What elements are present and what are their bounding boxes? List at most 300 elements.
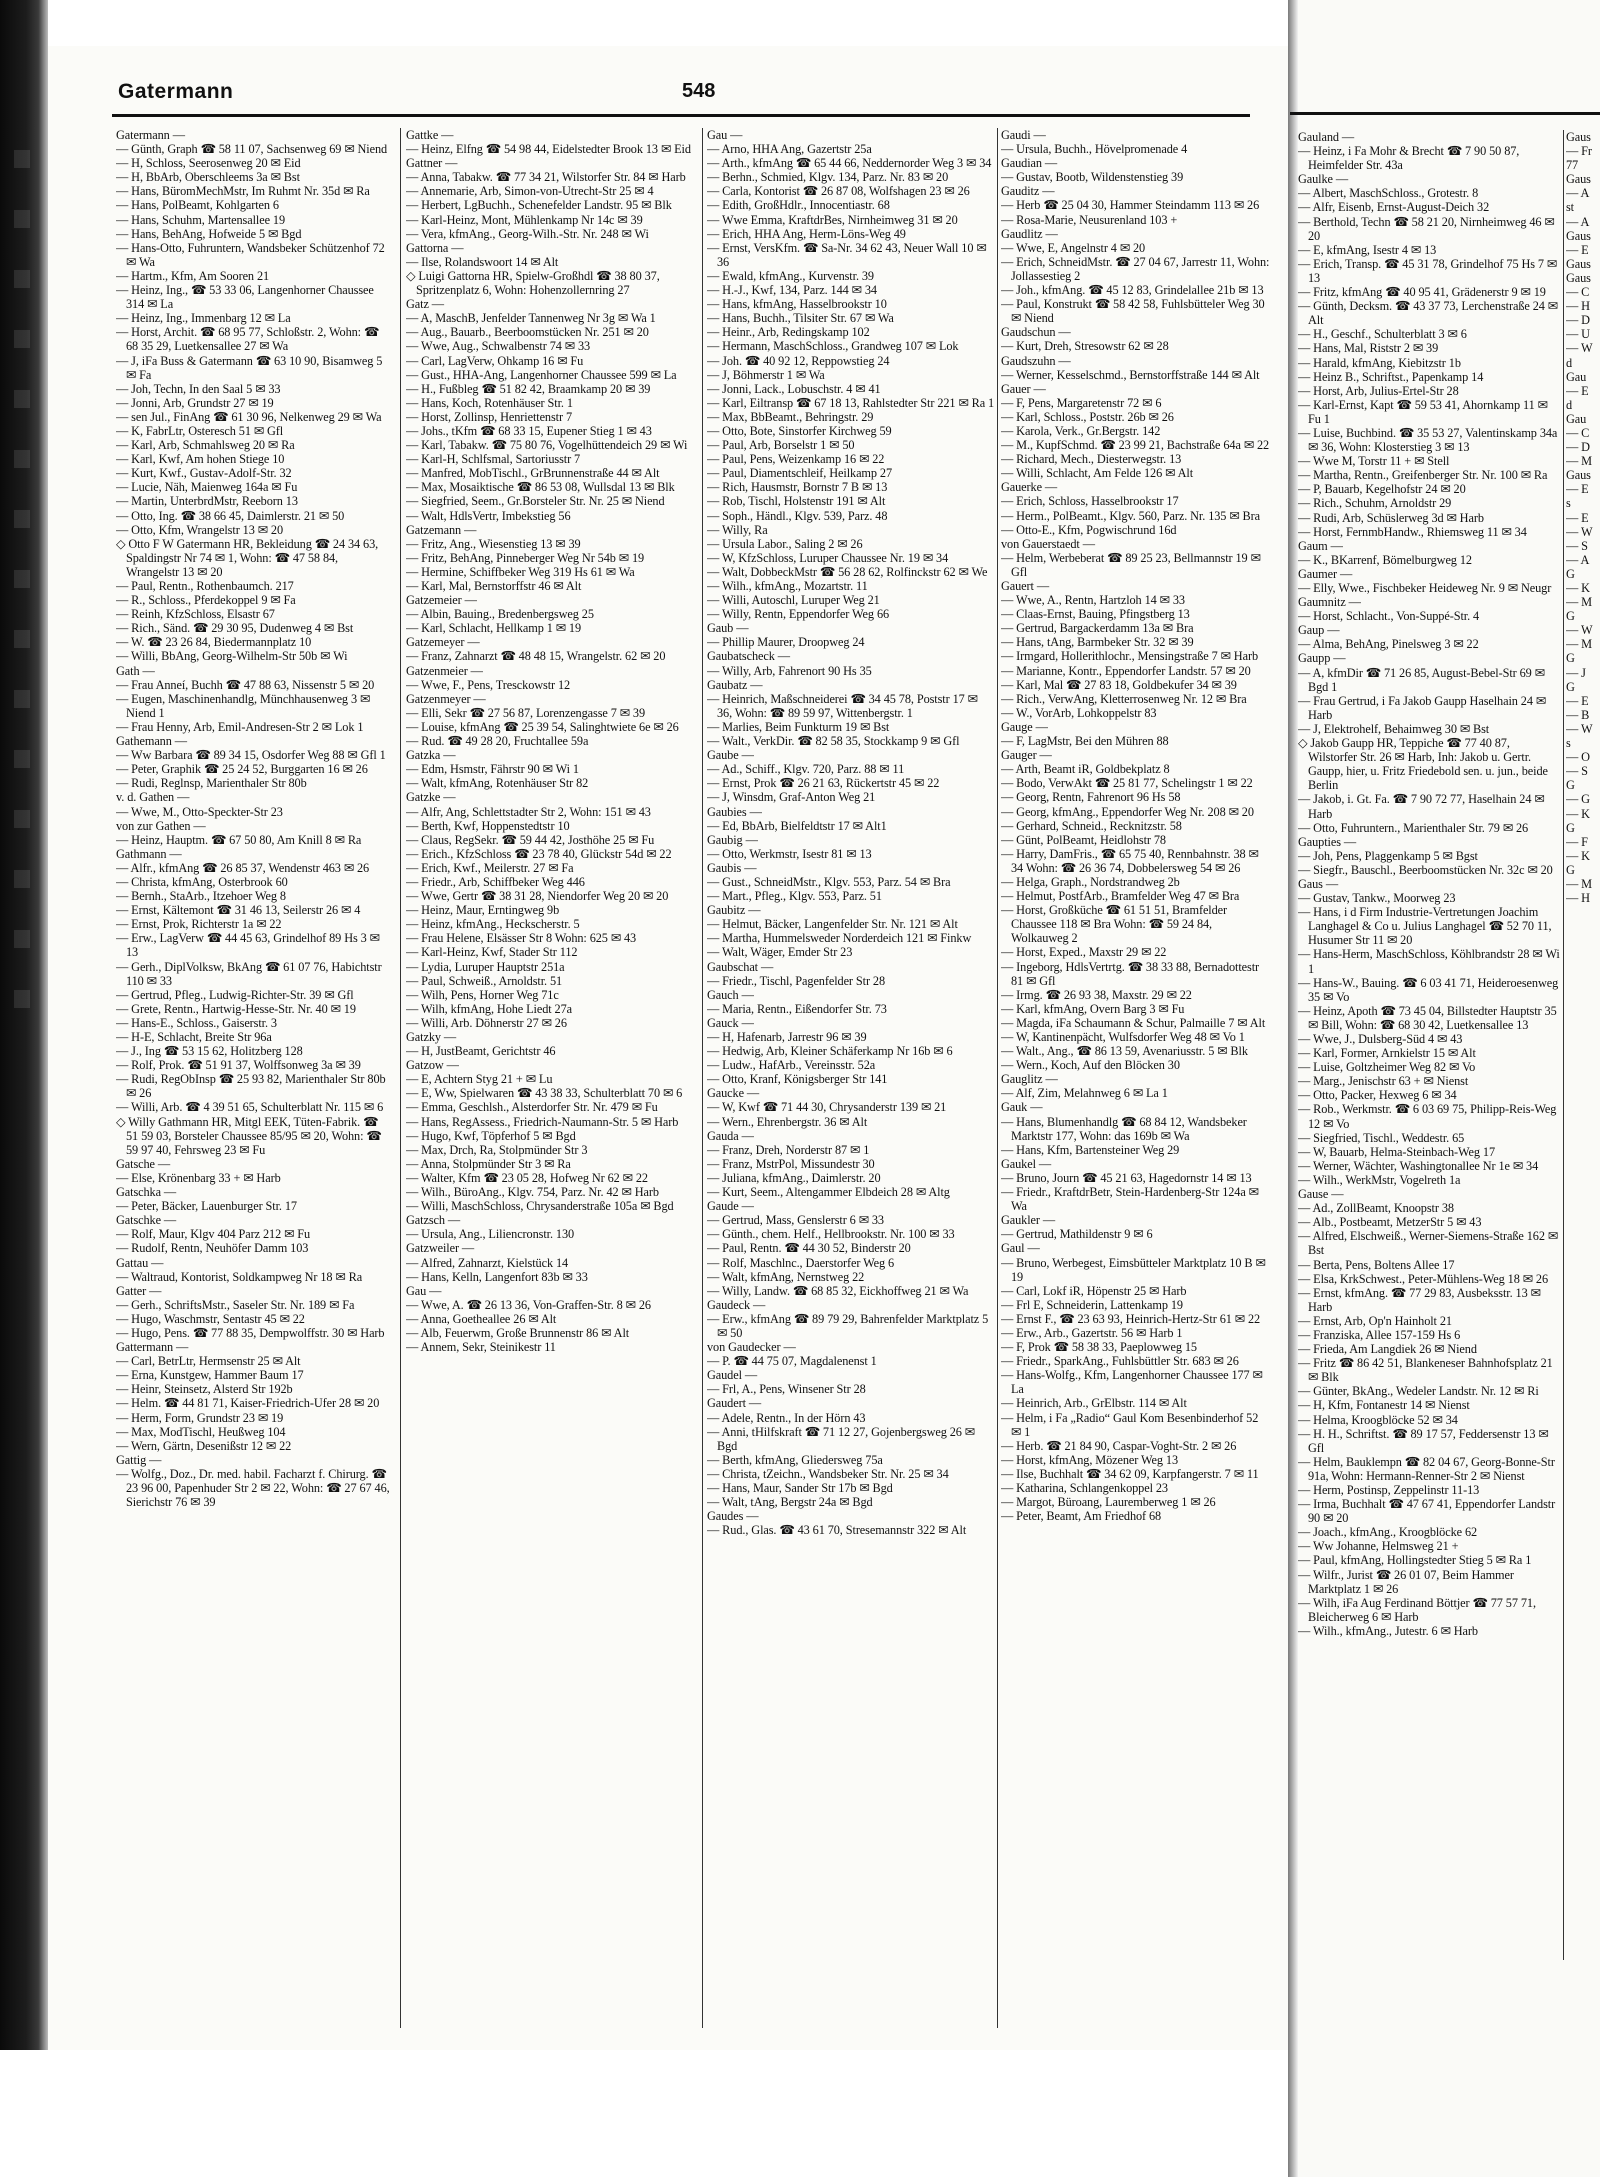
directory-entry: — A, MaschB, Jenfelder Tannenweg Nr 3g ✉ Wa 1 <box>406 311 656 326</box>
directory-entry: — Kurt, Seem., Altengammer Elbdeich 28 ✉ Altg <box>707 1185 950 1200</box>
directory-entry: — Wwe, A., Rentn, Hartzloh 14 ✉ 33 <box>1001 593 1185 608</box>
directory-entry: — Karl, Mal ☎ 27 83 18, Goldbekufer 34 ✉ 39 <box>1001 677 1237 692</box>
directory-entry: — Helm, Bauklempn ☎ 82 04 67, Georg-Bonne-Str 91a, Wohn: Hermann-Renner-Str 2 ✉ Nienst <box>1298 1454 1555 1483</box>
directory-entry: — Joh. ☎ 40 92 12, Reppowstieg 24 <box>707 353 890 368</box>
directory-entry: — Erich, SchneidMstr. ☎ 27 04 67, Jarrestr 11, Wohn: Jollassestieg 2 <box>1001 254 1270 283</box>
directory-entry: — Willy, Rentn, Eppendorfer Weg 66 <box>707 607 890 622</box>
directory-entry: — sen Jul., FinAng ☎ 61 30 96, Nelkenweg 29 ✉ Wa <box>116 409 382 424</box>
surname-heading: Gauglitz — <box>1001 1072 1058 1087</box>
directory-entry: — Rosa-Marie, Neusurenland 103 + <box>1001 212 1178 227</box>
surname-heading: Gatschka — <box>116 1185 177 1200</box>
directory-entry: — Wolfg., Doz., Dr. med. habil. Facharzt f. Chirurg. ☎ 23 96 00, Papenhuder Str 2 ✉ 22, Wohn: ☎ 27 67 46, Sierichstr 76 ✉ 39 <box>116 1466 390 1510</box>
directory-entry: — Franz, Zahnarzt ☎ 48 48 15, Wrangelstr. 62 ✉ 20 <box>406 649 666 664</box>
directory-entry: — Hans, i d Firm Industrie-Vertretungen Joachim Langhagel & Co u. Julius Langhagel ☎ 52 70 11, Husumer Str 11 ✉ 20 <box>1298 905 1552 948</box>
directory-entry: — Heinz, Maur, Erntingweg 9b <box>406 903 560 918</box>
directory-entry: — Erich, HHA Ang, Herm-Löns-Weg 49 <box>707 226 906 241</box>
directory-entry: — Alfr, Eisenb, Ernst-August-Deich 32 <box>1298 200 1490 215</box>
directory-entry: — Frau Henny, Arb, Emil-Andresen-Str 2 ✉ Lok 1 <box>116 719 364 734</box>
directory-entry: — Otto, Werkmstr, Isestr 81 ✉ 13 <box>707 846 872 861</box>
directory-entry: — Hans, Schuhm, Martensallee 19 <box>116 212 286 227</box>
directory-entry: — Grete, Rentn., Hartwig-Hesse-Str. Nr. 40 ✉ 19 <box>116 1001 356 1016</box>
surname-heading: Gaudeck — <box>707 1297 766 1312</box>
directory-entry: — U <box>1566 327 1590 342</box>
directory-entry: — Marlies, Beim Funkturm 19 ✉ Bst <box>707 719 890 734</box>
directory-entry: — Wwe, Gertr ☎ 38 31 28, Niendorfer Weg 20 ✉ 20 <box>406 889 669 904</box>
directory-entry: — A <box>1566 552 1590 567</box>
directory-entry: — G <box>1566 792 1590 807</box>
directory-entry: — Ernst, kfmAng. ☎ 77 29 83, Ausbeksstr. 13 ✉ Harb <box>1298 1285 1541 1314</box>
directory-entry: ◇ Luigi Gattorna HR, Spielw-Großhdl ☎ 38 80 37, Spritzenplatz 6, Wohn: Hohenzollernring 27 <box>406 268 660 298</box>
directory-entry: — Hugo, Kwf, Töpferhof 5 ✉ Bgd <box>406 1128 576 1143</box>
book-spine-shadow <box>0 0 48 2050</box>
surname-heading: Gaude — <box>707 1199 754 1214</box>
directory-entry: — H., Geschf., Schulterblatt 3 ✉ 6 <box>1298 327 1467 342</box>
directory-entry: — W <box>1566 524 1593 539</box>
surname-heading: von Gaudecker — <box>707 1340 796 1355</box>
directory-entry: — A, kfmDir ☎ 71 26 85, August-Bebel-Str 69 ✉ Bgd 1 <box>1298 665 1545 694</box>
directory-entry: — Frl E, Schneiderin, Lattenkamp 19 <box>1001 1297 1183 1312</box>
surname-heading: Gattke — <box>406 128 454 142</box>
directory-entry: — Wilh, iFa Aug Ferdinand Böttjer ☎ 77 57 71, Bleicherweg 6 ✉ Harb <box>1298 1595 1536 1624</box>
directory-entry: — Martha, Hummelsweder Norderdeich 121 ✉ Finkw <box>707 931 972 946</box>
directory-entry: — Wilfr., Jurist ☎ 26 01 07, Beim Hammer Marktplatz 1 ✉ 26 <box>1298 1567 1514 1596</box>
directory-entry: — Elsa, KrkSchwest., Peter-Mühlens-Weg 18 ✉ 26 <box>1298 1271 1549 1286</box>
directory-entry: — H, Hafenarb, Jarrestr 96 ✉ 39 <box>707 1030 867 1044</box>
directory-entry: — Paul, Diamentschleif, Heilkamp 27 <box>707 466 893 481</box>
directory-entry: — Joh, Techn, In den Saal 5 ✉ 33 <box>116 381 281 396</box>
directory-entry: — Alfred, Elschweiß., Werner-Siemens-Straße 162 ✉ Bst <box>1298 1229 1559 1258</box>
surname-heading: Gatz — <box>406 297 444 312</box>
directory-entry: — Arth, Beamt iR, Goldbekplatz 8 <box>1001 762 1170 777</box>
surname-heading: Gaudes — <box>707 1509 759 1524</box>
directory-entry: — Alb., Postbeamt, MetzerStr 5 ✉ 43 <box>1298 1215 1482 1230</box>
surname-heading: Gaudel — <box>707 1368 758 1383</box>
surname-heading: Gaudian — <box>1001 156 1058 171</box>
directory-entry: — R., Schloss., Pferdekoppel 9 ✉ Fa <box>116 593 296 608</box>
surname-heading: Gattig — <box>116 1452 162 1467</box>
directory-entry: — Maria, Rentn., Eißendorfer Str. 73 <box>707 1001 887 1016</box>
directory-entry: — Louise, kfmAng ☎ 25 39 54, Salinghtwiete 6e ✉ 26 <box>406 719 679 734</box>
directory-entry: — Berta, Pens, Boltens Allee 17 <box>1298 1257 1455 1272</box>
directory-entry: — H <box>1566 891 1590 906</box>
directory-entry: — Siegfr., Bauschl., Beerboomstücken Nr. 32c ✉ 20 <box>1298 862 1553 877</box>
directory-entry: — Irmg. ☎ 26 93 38, Maxstr. 29 ✉ 22 <box>1001 987 1192 1002</box>
directory-entry: — Magda, iFa Schaumann & Schur, Palmaille 7 ✉ Alt <box>1001 1015 1266 1030</box>
surname-heading: Gauer — <box>1001 381 1046 396</box>
directory-entry: — Adele, Rentn., In der Hörn 43 <box>707 1410 866 1425</box>
directory-entry: — Walt, kfmAng, Nernstweg 22 <box>707 1269 865 1284</box>
directory-entry: — W, Bauarb, Helma-Steinbach-Weg 17 <box>1298 1144 1495 1159</box>
surname-heading: Gaus <box>1566 270 1591 285</box>
directory-entry: — Karl, Schloss., Poststr. 26b ✉ 26 <box>1001 409 1174 424</box>
directory-entry: — Rolf, Prok. ☎ 51 91 37, Wolffsonweg 3a ✉ 39 <box>116 1058 361 1073</box>
directory-entry: — Helmut, PostfArb., Bramfelder Weg 47 ✉ Bra <box>1001 889 1240 904</box>
directory-entry: — Bodo, VerwAkt ☎ 25 81 77, Schelingstr 1 ✉ 22 <box>1001 776 1253 791</box>
directory-entry: — F <box>1566 834 1588 849</box>
directory-entry: — H. H., Schriftst. ☎ 89 17 57, Feddersenstr 13 ✉ Gfl <box>1298 1426 1549 1455</box>
directory-entry: — E, Achtern Styg 21 + ✉ Lu <box>406 1072 553 1087</box>
directory-entry: — Heinr, Steinsetz, Alsterd Str 192b <box>116 1382 293 1397</box>
surname-heading: Gaup — <box>1298 623 1340 638</box>
directory-entry: — Willi, MaschSchloss, Chrysanderstraße 105a ✉ Bgd <box>406 1199 674 1214</box>
directory-entry: — Frau Helene, Elsässer Str 8 Wohn: 625 ✉ 43 <box>406 931 637 946</box>
directory-entry: — Paul, Schweiß., Arnoldstr. 51 <box>406 973 563 988</box>
directory-entry: — P, Bauarb, Kegelhofstr 24 ✉ 20 <box>1298 482 1466 497</box>
directory-entry: — Christa, kfmAng, Osterbrook 60 <box>116 874 288 889</box>
directory-entry: — Kurt, Dreh, Stresowstr 62 ✉ 28 <box>1001 339 1169 354</box>
directory-entry: — Heinz, Hauptm. ☎ 67 50 80, Am Knill 8 ✉ Ra <box>116 832 362 847</box>
directory-entry: — F, LagMstr, Bei den Mühren 88 <box>1001 734 1169 749</box>
directory-entry: — Annemarie, Arb, Simon-von-Utrecht-Str 25 ✉ 4 <box>406 184 654 199</box>
directory-entry: — Erich, Kwf., Meilerstr. 27 ✉ Fa <box>406 860 574 875</box>
directory-entry: — Georg, kfmAng., Eppendorfer Weg Nr. 208 ✉ 20 <box>1001 804 1254 819</box>
facing-page-header-rule <box>1290 112 1600 115</box>
directory-entry: — Horst, Schlacht., Von-Suppé-Str. 4 <box>1298 609 1480 624</box>
directory-entry: — Ewald, kfmAng., Kurvenstr. 39 <box>707 268 874 283</box>
directory-entry: — Hermann, MaschSchloss., Grandweg 107 ✉ Lok <box>707 339 959 354</box>
directory-entry: — Siegfried, Seem., Gr.Borsteler Str. Nr. 25 ✉ Niend <box>406 494 665 509</box>
page-number: 548 <box>682 80 716 102</box>
directory-entry: — Arno, HHA Ang, Gazertstr 25a <box>707 142 872 157</box>
surname-heading: Gaus <box>1566 130 1591 144</box>
directory-entry: — E <box>1566 383 1589 398</box>
directory-entry: — K <box>1566 848 1590 863</box>
directory-entry: — Waltraud, Kontorist, Soldkampweg Nr 18 ✉ Ra <box>116 1269 363 1284</box>
directory-entry: — Karl-H, Schlfsmal, Sartoriusstr 7 <box>406 452 581 467</box>
directory-entry: — Gerhard, Schneid., Recknitzstr. 58 <box>1001 818 1182 833</box>
directory-entry: — Karl, Tabakw. ☎ 75 80 76, Vogelhüttendeich 29 ✉ Wi <box>406 438 688 453</box>
surname-heading: Gattner — <box>406 156 458 171</box>
surname-heading: Gaus — <box>1298 876 1339 891</box>
directory-entry: — Hans, kfmAng, Hasselbrookstr 10 <box>707 297 887 312</box>
directory-entry: — Alfr., kfmAng ☎ 26 85 37, Wendenstr 463 ✉ 26 <box>116 860 370 875</box>
directory-entry: — Otto, Bote, Sinstorfer Kirchweg 59 <box>707 423 892 438</box>
directory-entry: — Frl, A., Pens, Winsener Str 28 <box>707 1382 866 1397</box>
directory-entry: — Walt, HdlsVertr, Imbekstieg 56 <box>406 508 571 523</box>
directory-entry: — Wern, Gärtn, Desenißstr 12 ✉ 22 <box>116 1438 292 1453</box>
directory-entry: — Heinrich, Maßschneiderei ☎ 34 45 78, Poststr 17 ✉ 36, Wohn: ☎ 89 59 97, Wittenbergstr. 1 <box>707 691 978 720</box>
directory-entry: — Heinr., Arb, Redingskamp 102 <box>707 325 870 340</box>
directory-entry: — Elli, Sekr ☎ 27 56 87, Lorenzengasse 7 ✉ 39 <box>406 705 646 720</box>
directory-column-4 <box>1001 128 1271 2028</box>
directory-entry: — S <box>1566 538 1588 553</box>
directory-entry: — Hans, PolBeamt, Kohlgarten 6 <box>116 198 279 213</box>
directory-entry: — Franziska, Allee 157-159 Hs 6 <box>1298 1327 1461 1342</box>
directory-entry: — Ww Johanne, Helmsweg 21 + <box>1298 1539 1459 1554</box>
directory-entry: — Hans, BehAng, Hofweide 5 ✉ Bgd <box>116 226 302 241</box>
surname-heading: Gatzenmeier — <box>406 663 483 678</box>
directory-entry: — Heinz, kfmAng., Heckscherstr. 5 <box>406 917 580 932</box>
surname-heading: Gaubies — <box>707 804 762 819</box>
directory-entry: — Horst, Exped., Maxstr 29 ✉ 22 <box>1001 945 1167 960</box>
surname-heading: Gath — <box>116 663 155 678</box>
directory-entry: — Herm, Postinsp, Zeppelinstr 11-13 <box>1298 1483 1480 1497</box>
surname-heading: st <box>1566 200 1575 215</box>
directory-entry: — Anna, Tabakw. ☎ 77 34 21, Wilstorfer Str. 84 ✉ Harb <box>406 170 686 185</box>
directory-entry: — Hans, Kelln, Langenfort 83b ✉ 33 <box>406 1269 588 1284</box>
running-head-name: Gatermann <box>118 80 234 103</box>
directory-entry: — J, Elektrohelf, Behaimweg 30 ✉ Bst <box>1298 721 1490 736</box>
directory-entry: — Helm, Werbeberat ☎ 89 25 23, Bellmannstr 19 ✉ Gfl <box>1001 550 1261 579</box>
directory-entry: — Jonni, Arb, Grundstr 27 ✉ 19 <box>116 395 274 410</box>
directory-entry: — Willi, Arb. ☎ 4 39 51 65, Schulterblatt Nr. 115 ✉ 6 <box>116 1100 384 1115</box>
directory-entry: — Hermine, Schiffbeker Weg 319 Hs 61 ✉ Wa <box>406 564 635 579</box>
surname-heading: Gaus <box>1566 228 1591 243</box>
directory-entry: — Harry, DamFris., ☎ 65 75 40, Rennbahnstr. 38 ✉ 34 Wohn: ☎ 26 36 74, Dobbelersweg 54 ✉ 26 <box>1001 846 1259 875</box>
directory-entry: — Günth, Decksm. ☎ 43 37 73, Lerchenstraße 24 ✉ Alt <box>1298 299 1558 328</box>
directory-entry: — Georg, Rentn, Fahrenort 96 Hs 58 <box>1001 790 1181 805</box>
surname-heading: Gaum — <box>1298 538 1343 553</box>
directory-entry: — Karl, Former, Arnkielstr 15 ✉ Alt <box>1298 1046 1476 1061</box>
directory-entry: — J, Böhmerstr 1 ✉ Wa <box>707 367 825 382</box>
directory-entry: — Rich., Sänd. ☎ 29 30 95, Dudenweg 4 ✉ Bst <box>116 621 354 636</box>
directory-entry: — Ilse, Rolandswoort 14 ✉ Alt <box>406 254 559 269</box>
directory-entry: — Horst, Archit. ☎ 68 95 77, Schloßstr. 2, Wohn: ☎ 68 35 29, Luetkensallee 27 ✉ Wa <box>116 325 380 354</box>
directory-entry: — H-E, Schlacht, Breite Str 96a <box>116 1030 272 1044</box>
directory-entry: — Anna, Goetheallee 26 ✉ Alt <box>406 1311 557 1326</box>
directory-entry: — Carl, BetrLtr, Hermsenstr 25 ✉ Alt <box>116 1354 301 1369</box>
directory-entry: — W, Kwf ☎ 71 44 30, Chrysanderstr 139 ✉ 21 <box>707 1100 947 1115</box>
directory-entry: — Ernst F., ☎ 23 63 93, Heinrich-Hertz-Str 61 ✉ 22 <box>1001 1311 1261 1326</box>
directory-entry: — Berth, kfmAng, Gliedersweg 75a <box>707 1452 883 1467</box>
directory-entry: — Werner, Kesselschmd., Bernstorffstraße 144 ✉ Alt <box>1001 367 1260 382</box>
directory-entry: — Walt, tAng, Bergstr 24a ✉ Bgd <box>707 1495 873 1510</box>
directory-entry: — Ursula, Buchh., Hövelpromenade 4 <box>1001 142 1188 157</box>
directory-entry: — Annem, Sekr, Steinikestr 11 <box>406 1340 556 1355</box>
surname-heading: Gatzweiler — <box>406 1241 475 1256</box>
directory-entry: — Emma, Geschlsh., Alsterdorfer Str. Nr. 479 ✉ Fu <box>406 1100 658 1115</box>
directory-entry: ◇ Willy Gathmann HR, Mitgl EEK, Tüten-Fabrik. ☎ 51 59 03, Borsteler Chaussee 85/95 ✉ 20, Wohn: ☎ 59 97 40, Fehrsweg 23 ✉ Fu <box>116 1114 382 1157</box>
directory-entry: — Hans, BüromMechMstr, Im Ruhmt Nr. 35d ✉ Ra <box>116 184 370 199</box>
directory-entry: — Erich., KfzSchloss ☎ 23 78 40, Glückstr 54d ✉ 22 <box>406 846 672 861</box>
directory-entry: — Herb ☎ 25 04 30, Hammer Steindamm 113 ✉ 26 <box>1001 198 1260 213</box>
directory-entry: — Soph., Händl., Klgv. 539, Parz. 48 <box>707 508 888 523</box>
directory-column-1 <box>116 128 392 2028</box>
directory-entry: — Rob., Werkmstr. ☎ 6 03 69 75, Philipp-Reis-Weg 12 ✉ Vo <box>1298 1102 1557 1131</box>
directory-entry: — M., KupfSchmd. ☎ 23 99 21, Bachstraße 64a ✉ 22 <box>1001 438 1270 453</box>
directory-entry: — E, Ww, Spielwaren ☎ 43 38 33, Schulterblatt 70 ✉ 6 <box>406 1086 683 1101</box>
directory-entry: — Horst, Zollinsp, Henriettenstr 7 <box>406 409 573 424</box>
directory-entry: — Elly, Wwe., Fischbeker Heideweg Nr. 9 ✉ Neugr <box>1298 581 1552 595</box>
surname-heading: G <box>1566 778 1575 793</box>
directory-entry: — Gust., HHA-Ang, Langenhorner Chaussee 599 ✉ La <box>406 367 677 382</box>
directory-column-3 <box>707 128 995 2028</box>
directory-entry: — Alfred, Zahnarzt, Kielstück 14 <box>406 1255 569 1270</box>
surname-heading: Gatzemann — <box>406 522 477 537</box>
directory-entry: — Franz, MstrPol, Missundestr 30 <box>707 1156 875 1171</box>
surname-heading: Gauge — <box>1001 719 1048 734</box>
directory-entry: — Joh., kfmAng. ☎ 45 12 83, Grindelallee 21b ✉ 13 <box>1001 283 1264 298</box>
surname-heading: Gaucke — <box>707 1086 760 1101</box>
surname-heading: Gathmann — <box>116 846 182 861</box>
directory-entry: — Rudi, RegObInsp ☎ 25 93 82, Marienthaler Str 80b ✉ 26 <box>116 1072 386 1101</box>
directory-entry: — K., BKarrenf, Bömelburgweg 12 <box>1298 552 1472 567</box>
directory-entry: — Rolf, Maur, Klgv 404 Parz 212 ✉ Fu <box>116 1227 311 1242</box>
surname-heading: Gaukel — <box>1001 1156 1052 1171</box>
surname-heading: Gatzka — <box>406 748 456 763</box>
surname-heading: Gaubitz — <box>707 903 761 918</box>
directory-entry: — Wilh., BüroAng., Klgv. 754, Parz. Nr. 42 ✉ Harb <box>406 1185 659 1200</box>
surname-heading: Gaudlitz — <box>1001 226 1058 241</box>
directory-entry: — Hedwig, Arb, Kleiner Schäferkamp Nr 16b ✉ 6 <box>707 1044 953 1059</box>
directory-entry: — Günth, Graph ☎ 58 11 07, Sachsenweg 69 ✉ Niend <box>116 142 388 157</box>
directory-entry: — Paul, Pens, Weizenkamp 16 ✉ 22 <box>707 452 885 467</box>
directory-entry: — Paul, Arb, Borselstr 1 ✉ 50 <box>707 438 855 453</box>
surname-heading: s <box>1566 736 1571 751</box>
directory-entry: — Eugen, Maschinenhandlg, Münchhausenweg 3 ✉ Niend 1 <box>116 691 371 720</box>
directory-entry: — Erich, Transp. ☎ 45 31 78, Grindelhof 75 Hs 7 ✉ 13 <box>1298 256 1558 285</box>
directory-entry: — Heinz, Ing., Immenbarg 12 ✉ La <box>116 311 291 326</box>
directory-entry: — Paul, kfmAng, Hollingstedter Stieg 5 ✉ Ra 1 <box>1298 1553 1532 1568</box>
directory-entry: — Heinrich, Arb., GrElbstr. 114 ✉ Alt <box>1001 1396 1187 1411</box>
directory-entry: — Rich, Hausmstr, Bornstr 7 B ✉ 13 <box>707 480 888 495</box>
directory-entry: — Wwe, Aug., Schwalbenstr 74 ✉ 33 <box>406 339 591 354</box>
directory-entry: — Claas-Ernst, Bauing, Pfingstberg 13 <box>1001 607 1190 622</box>
directory-entry: — J, iFa Buss & Gatermann ☎ 63 10 90, Bisamweg 5 ✉ Fa <box>116 353 383 382</box>
directory-entry: — Willi, Schlacht, Am Felde 126 ✉ Alt <box>1001 466 1194 481</box>
directory-entry: — Erw., kfmAng ☎ 89 79 29, Bahrenfelder Marktplatz 5 ✉ 50 <box>707 1311 989 1340</box>
directory-entry: — Rudi, Arb, Schüslerweg 3d ✉ Harb <box>1298 510 1484 525</box>
directory-entry: — Wwe, A. ☎ 26 13 36, Von-Graffen-Str. 8 ✉ 26 <box>406 1297 651 1312</box>
directory-entry: — Friedr., KraftdrBetr, Stein-Hardenberg-Str 124a ✉ Wa <box>1001 1185 1259 1214</box>
directory-entry: — Joh, Pens, Plaggenkamp 5 ✉ Bgst <box>1298 848 1478 863</box>
directory-entry: — Ursula Labor., Saling 2 ✉ 26 <box>707 536 863 551</box>
directory-entry: — Ad., ZollBeamt, Knoopstr 38 <box>1298 1201 1454 1216</box>
directory-entry: — Carl, Lokf iR, Höpenstr 25 ✉ Harb <box>1001 1283 1187 1298</box>
surname-heading: Gau <box>1566 411 1587 426</box>
page-header <box>112 78 1250 117</box>
surname-heading: Gaumnitz — <box>1298 595 1361 610</box>
surname-heading: Gau — <box>707 128 743 142</box>
surname-heading: von zur Gathen — <box>116 818 206 833</box>
directory-entry: — Lucie, Näh, Maienweg 164a ✉ Fu <box>116 480 298 495</box>
directory-entry: — Wwe, M., Otto-Speckter-Str 23 <box>116 804 283 819</box>
facing-column-2-cropped <box>1566 130 1600 1960</box>
directory-entry: — Harald, kfmAng, Kiebitzstr 1b <box>1298 355 1461 370</box>
surname-heading: Gaumer — <box>1298 566 1353 581</box>
directory-entry: — Willy, Ra <box>707 522 768 537</box>
directory-entry: — Bruno, Werbegest, Eimsbütteler Marktplatz 10 B ✉ 19 <box>1001 1255 1266 1284</box>
directory-entry: — Otto, Packer, Hexweg 6 ✉ 34 <box>1298 1088 1457 1103</box>
directory-entry: — Fritz ☎ 86 42 51, Blankeneser Bahnhofsplatz 21 ✉ Blk <box>1298 1356 1553 1385</box>
directory-entry: — Helm. ☎ 44 81 71, Kaiser-Friedrich-Ufer 28 ✉ 20 <box>116 1396 380 1411</box>
directory-entry: — Paul, Konstrukt ☎ 58 42 58, Fuhlsbütteler Weg 30 ✉ Niend <box>1001 297 1265 326</box>
surname-heading: Gauk — <box>1001 1100 1043 1115</box>
directory-entry: — K <box>1566 806 1590 821</box>
directory-entry: — Ww Barbara ☎ 89 34 15, Osdorfer Weg 88 ✉ Gfl 1 <box>116 748 386 763</box>
directory-entry: — J <box>1566 665 1586 680</box>
directory-entry: — Rich., VerwAng, Kletterrosenweg Nr. 12 ✉ Bra <box>1001 691 1247 706</box>
directory-entry: — Hans, Blumenhandlg ☎ 68 84 12, Wandsbeker Marktstr 177, Wohn: das 169b ✉ Wa <box>1001 1114 1247 1143</box>
directory-entry: — P. ☎ 44 75 07, Magdalenenst 1 <box>707 1354 877 1369</box>
surname-heading: d <box>1566 397 1573 412</box>
directory-entry: — Irma, Buchhalt ☎ 47 67 41, Eppendorfer Landstr 90 ✉ 20 <box>1298 1497 1556 1526</box>
directory-entry: — Erna, Kunstgew, Hammer Baum 17 <box>116 1368 304 1383</box>
directory-entry: — C <box>1566 285 1590 300</box>
directory-entry: — Rolf, Maschlnc., Daerstorfer Weg 6 <box>707 1255 895 1270</box>
directory-entry: — Fritz, Ang., Wiesenstieg 13 ✉ 39 <box>406 536 581 551</box>
directory-entry: — Gustav, Bootb, Wildenstenstieg 39 <box>1001 170 1184 185</box>
surname-heading: G <box>1566 862 1575 877</box>
directory-entry: — Paul, Rentn., Rothenbaumch. 217 <box>116 579 294 593</box>
directory-entry: — C <box>1566 425 1590 440</box>
directory-entry: — Walt, DobbeckMstr ☎ 56 28 62, Rolfinckstr 62 ✉ We <box>707 564 988 579</box>
directory-entry: — W <box>1566 721 1593 736</box>
directory-entry: — Frau Gertrud, i Fa Jakob Gaupp Haselhain 24 ✉ Harb <box>1298 693 1547 722</box>
directory-entry: — Franz, Dreh, Norderstr 87 ✉ 1 <box>707 1142 870 1157</box>
directory-entry: — Ernst, VersKfm. ☎ Sa-Nr. 34 62 43, Neuer Wall 10 ✉ 36 <box>707 240 987 269</box>
directory-entry: — Ludw., HafArb., Vereinsstr. 52a <box>707 1058 876 1073</box>
directory-entry: — M <box>1566 595 1593 610</box>
directory-entry: — Anna, Stolpmünder Str 3 ✉ Ra <box>406 1156 571 1171</box>
directory-entry: — K <box>1566 581 1590 595</box>
directory-entry: — J., Ing ☎ 53 15 62, Holitzberg 128 <box>116 1044 303 1059</box>
directory-entry: — Herbert, LgBuchh., Schenefelder Landstr. 95 ✉ Blk <box>406 198 672 213</box>
directory-entry: — Frau Anneí, Buchh ☎ 47 88 63, Nissenstr 5 ✉ 20 <box>116 677 375 692</box>
directory-entry: — K, FabrLtr, Osteresch 51 ✉ Gfl <box>116 423 284 438</box>
directory-entry: — Karola, Verk., Gr.Bergstr. 142 <box>1001 423 1161 438</box>
surname-heading: Gaudschun — <box>1001 325 1071 340</box>
directory-entry: — Wern., Koch, Auf den Blöcken 30 <box>1001 1058 1180 1073</box>
directory-entry: — Karl, Kwf, Am hohen Stiege 10 <box>116 452 285 467</box>
directory-entry: — Alfr, Ang, Schlettstadter Str 2, Wohn: 151 ✉ 43 <box>406 804 651 819</box>
surname-heading: 77 <box>1566 158 1579 173</box>
directory-entry: — A <box>1566 186 1590 201</box>
surname-heading: Gauck — <box>707 1015 754 1030</box>
directory-entry: — W <box>1566 341 1593 356</box>
surname-heading: Gau — <box>406 1283 442 1298</box>
directory-entry: — Claus, RegSekr. ☎ 59 44 42, Josthöhe 25 ✉ Fu <box>406 832 655 847</box>
directory-entry: — Edm, Hsmstr, Fährstr 90 ✉ Wi 1 <box>406 762 579 777</box>
surname-heading: Gaus <box>1566 256 1591 271</box>
directory-entry: — Margot, Büroang, Lauremberweg 1 ✉ 26 <box>1001 1495 1216 1510</box>
directory-entry: — Walter, Kfm ☎ 23 05 28, Hofweg Nr 62 ✉ 22 <box>406 1170 648 1185</box>
surname-heading: Gatzow — <box>406 1058 459 1073</box>
directory-entry: — Rob, Tischl, Holstenstr 191 ✉ Alt <box>707 494 886 509</box>
surname-heading: Gaubig — <box>707 832 758 847</box>
directory-entry: ◇ Jakob Gaupp HR, Teppiche ☎ 77 40 87, Wilstorfer Str. 26 ✉ Harb, Inh: Jakob u. Gertr. Gaupp, hier, u. Fritz Friedebold sen. u. jun., beide Berlin <box>1298 736 1548 793</box>
directory-entry: — Berhn., Schmied, Klgv. 134, Parz. Nr. 83 ✉ 20 <box>707 170 949 185</box>
surname-heading: Gauditz — <box>1001 184 1055 199</box>
directory-entry: — Else, Krönenbarg 33 + ✉ Harb <box>116 1170 281 1185</box>
directory-entry: — M <box>1566 637 1593 652</box>
directory-entry: — Otto, Kranf, Königsberger Str 141 <box>707 1072 888 1087</box>
directory-entry: — Günt, PolBeamt, Heidlohstr 78 <box>1001 832 1166 847</box>
directory-entry: — Hans-Otto, Fuhruntern, Wandsbeker Schützenhof 72 ✉ Wa <box>116 240 385 269</box>
directory-entry: — B <box>1566 707 1590 722</box>
surname-heading: Gaudert — <box>707 1396 762 1411</box>
directory-entry: — Hans, Buchh., Tilsiter Str. 67 ✉ Wa <box>707 311 894 326</box>
directory-entry: — F, Pens, Margaretenstr 72 ✉ 6 <box>1001 395 1162 410</box>
directory-entry: — Manfred, MobTischl., GrBrunnenstraße 44 ✉ Alt <box>406 466 660 481</box>
column-rule <box>997 128 998 2028</box>
directory-entry: — W., VorArb, Lohkoppelstr 83 <box>1001 705 1157 720</box>
directory-entry: — Phillip Maurer, Droopweg 24 <box>707 635 865 650</box>
directory-entry: — Rich., Schuhm, Arnoldstr 29 <box>1298 496 1452 511</box>
directory-entry: — A <box>1566 214 1590 229</box>
surname-heading: Gatermann — <box>116 128 185 142</box>
directory-entry: — Ernst, Prok, Richterstr 1a ✉ 22 <box>116 917 282 932</box>
directory-entry: — Peter, Bäcker, Lauenburger Str. 17 <box>116 1199 297 1214</box>
directory-entry: — M <box>1566 876 1593 891</box>
surname-heading: Gaubis — <box>707 860 757 875</box>
directory-entry: — Ed, BbArb, Bielfeldtstr 17 ✉ Alt1 <box>707 818 887 833</box>
directory-entry: — Otto-E., Kfm, Pogwischrund 16d <box>1001 522 1177 537</box>
directory-entry: — Jonni, Lack., Lobuschstr. 4 ✉ 41 <box>707 381 881 396</box>
directory-entry: — D <box>1566 440 1590 455</box>
directory-entry: — E <box>1566 510 1589 525</box>
surname-heading: Gatzenmeyer — <box>406 691 486 706</box>
